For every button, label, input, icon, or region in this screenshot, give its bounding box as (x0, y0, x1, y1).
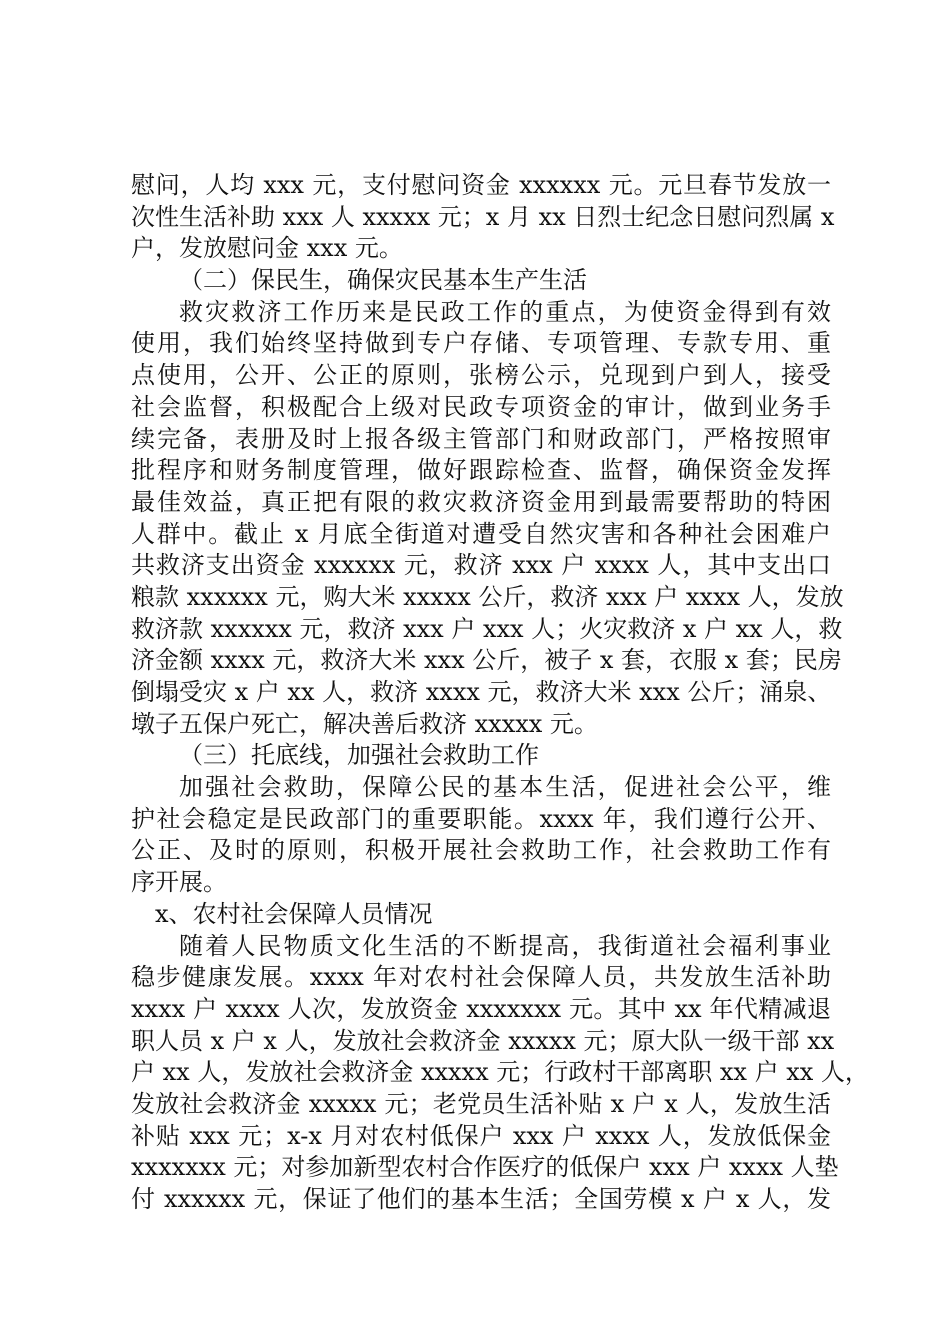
text-line: 社会监督，积极配合上级对民政专项资金的审计，做到业务手 (131, 392, 831, 421)
text-line: 最佳效益，真正把有限的救灾救济资金用到最需要帮助的特困 (131, 487, 831, 516)
text-line: 次性生活补助 xxx 人 xxxxx 元；x 月 xx 日烈士纪念日慰问烈属 x (131, 202, 835, 231)
text-line: 序开展。 (131, 868, 227, 897)
text-line: xxxx 户 xxxx 人次，发放资金 xxxxxxx 元。其中 xx 年代精减退 (131, 994, 831, 1023)
text-line: 粮款 xxxxxx 元，购大米 xxxxx 公斤，救济 xxx 户 xxxx 人，发放 (131, 582, 844, 611)
text-line: 稳步健康发展。xxxx 年对农村社会保障人员，共发放生活补助 (131, 963, 831, 992)
section-heading-3: （三）托底线，加强社会救助工作 (179, 741, 539, 770)
text-line: 护社会稳定是民政部门的重要职能。xxxx 年，我们遵行公开、 (131, 804, 831, 833)
text-line: 付 xxxxxx 元，保证了他们的基本生活；全国劳模 x 户 x 人，发 (131, 1185, 831, 1213)
text-line: 墩子五保户死亡，解决善后救济 xxxxx 元。 (131, 709, 598, 738)
text-line: 慰问，人均 xxx 元，支付慰问资金 xxxxxx 元。元旦春节发放一 (131, 171, 831, 199)
text-line: 职人员 x 户 x 人，发放社会救济金 xxxxx 元；原大队一级干部 xx (131, 1026, 835, 1055)
text-line: 续完备，表册及时上报各级主管部门和财政部门，严格按照审 (131, 424, 831, 453)
subsection-heading: x、农村社会保障人员情况 (155, 899, 433, 928)
text-line: 点使用，公开、公正的原则，张榜公示，兑现到户到人，接受 (131, 361, 831, 390)
text-line: 共救济支出资金 xxxxxx 元，救济 xxx 户 xxxx 人，其中支出口 (131, 551, 831, 580)
text-line: xxxxxxx 元；对参加新型农村合作医疗的低保户 xxx 户 xxxx 人垫 (131, 1153, 839, 1182)
text-line: 加强社会救助，保障公民的基本生活，促进社会公平，维 (179, 773, 831, 802)
section-heading-2: （二）保民生，确保灾民基本生产生活 (179, 266, 587, 295)
text-line: 救济款 xxxxxx 元，救济 xxx 户 xxx 人；火灾救济 x 户 xx 人，救 (131, 614, 843, 643)
text-line: 随着人民物质文化生活的不断提高，我街道社会福利事业 (179, 931, 831, 960)
text-line: 户，发放慰问金 xxx 元。 (131, 234, 403, 263)
text-line: 使用，我们始终坚持做到专户存储、专项管理、专款专用、重 (131, 329, 831, 358)
text-line: 户 xx 人，发放社会救济金 xxxxx 元；行政村干部离职 xx 户 xx 人， (131, 1058, 869, 1087)
text-line: 济金额 xxxx 元，救济大米 xxx 公斤，被子 x 套，衣服 x 套；民房 (131, 646, 842, 675)
text-line: 发放社会救济金 xxxxx 元；老党员生活补贴 x 户 x 人，发放生活 (131, 1089, 831, 1118)
body-text (131, 170, 869, 1216)
text-line: 补贴 xxx 元；x-x 月对农村低保户 xxx 户 xxxx 人，发放低保金 (131, 1121, 831, 1150)
text-line: 救灾救济工作历来是民政工作的重点，为使资金得到有效 (179, 297, 831, 326)
text-line: 人群中。截止 x 月底全街道对遭受自然灾害和各种社会困难户 (131, 519, 831, 548)
text-line: 批程序和财务制度管理，做好跟踪检查、监督，确保资金发挥 (131, 456, 831, 485)
text-line: 公正、及时的原则，积极开展社会救助工作，社会救助工作有 (131, 836, 831, 865)
text-line: 倒塌受灾 x 户 xx 人，救济 xxxx 元，救济大米 xxx 公斤；涌泉、 (131, 678, 832, 706)
